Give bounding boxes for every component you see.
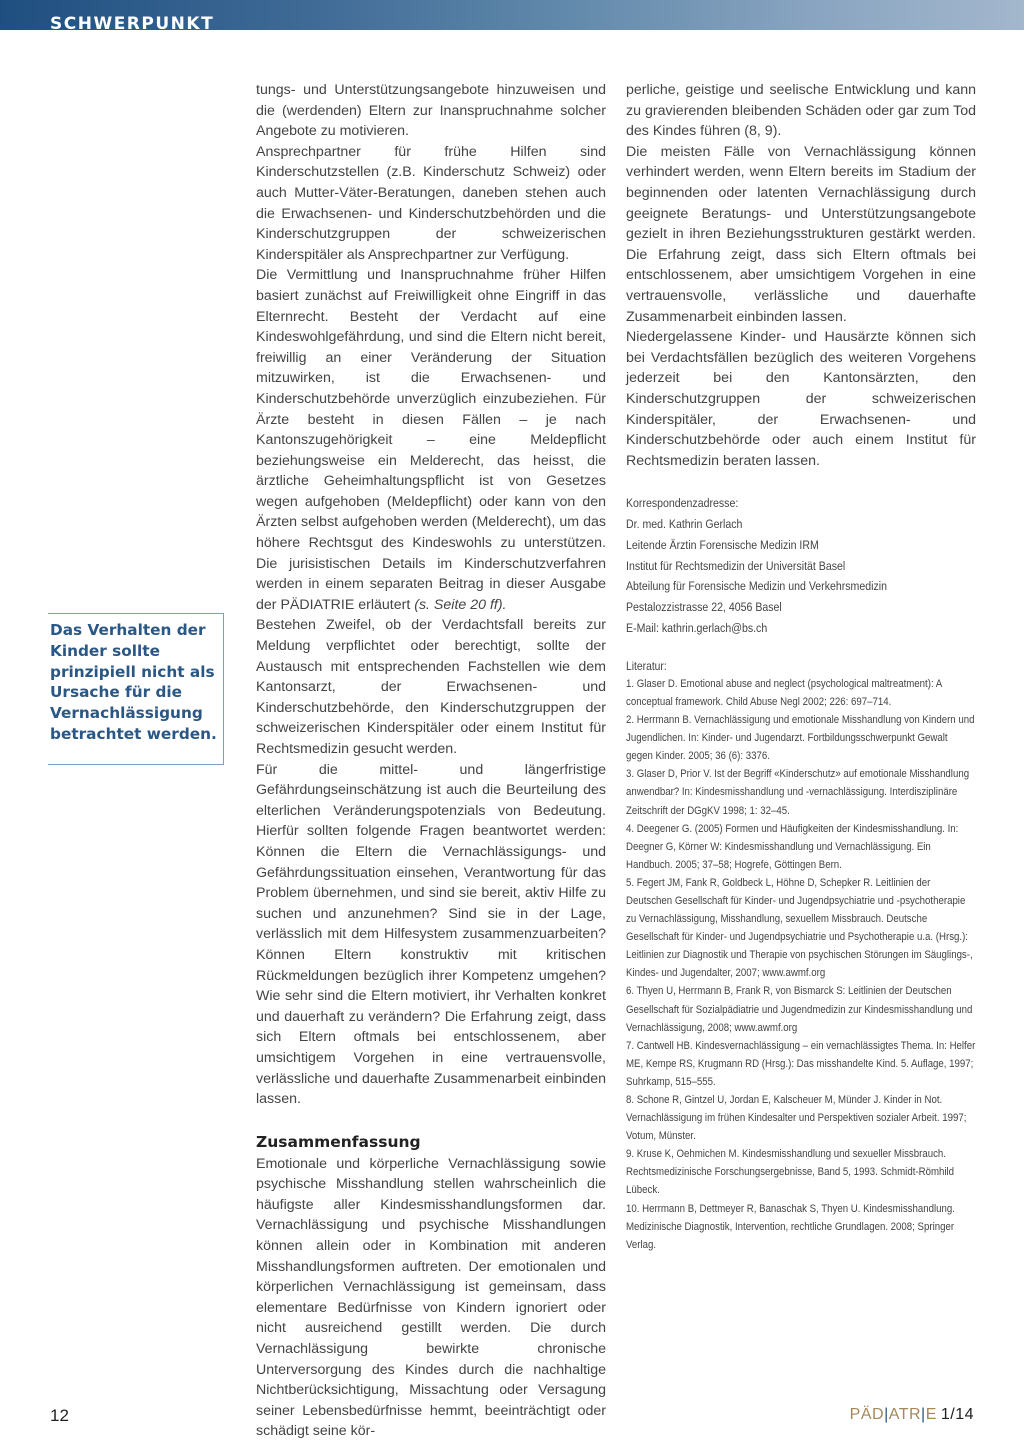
contact-department: Abteilung für Forensische Medizin und Verkehrsmedizin [626, 579, 887, 594]
reference-item: 6. Thyen U, Herrmann B, Frank R, von Bismarck S: Leitlinien der Deutschen Gesellschaft für Sozialpädiatrie und Jugendmedizin zur Kindesmisshandlung und Vernachlässigung, 2008; www.awmf.org [626, 985, 973, 1034]
pull-quote-box [48, 613, 224, 765]
contact-street: Pestalozzistrasse 22, 4056 Basel [626, 600, 782, 615]
references-list [626, 657, 976, 1254]
brand-separator: | [921, 1406, 926, 1423]
references-title: Literatur: [626, 658, 667, 673]
body-paragraph: Für die mittel- und längerfristige Gefährdungseinschätzung ist auch die Beurteilung des elterlichen Veränderungspotenzials von Bedeutung. Hierfür sollten folgende Fragen beantwortet werden: Können die Eltern die Vernachlässigungs- und Gefährdungssituation einsehen, Verantwortung für das Problem übernehmen, und sind sie bereit, aktiv Hilfe zu suchen und anzunehmen? Sind sie in der Lage, verlässlich mit dem Hilfesystem zusammenzuarbeiten? Können Eltern konstruktiv mit kritischen Rückmeldungen bezüglich ihrer Kompetenz umgehen? Wie sehr sind die Eltern motiviert, ihr Verhalten konkret und dauerhaft zu verändern? Die Erfahrung zeigt, dass sich Eltern oftmals bei entschlossenem, aber umsichtigem Vorgehen in eine vertrauensvolle, verlässliche und dauerhafte Zusammenarbeit einbinden lassen. [256, 761, 606, 1108]
body-paragraph: Niedergelassene Kinder- und Hausärzte können sich bei Verdachtsfällen bezüglich des weiteren Vorgehens jederzeit bei den Kantonsärzten, den Kinderschutzgruppen der schweizerischen Kinderspitäler, der Erwachsenen- und Kinderschutzbehörde oder auch einem Institut für Rechtsmedizin beraten lassen. [626, 329, 976, 469]
issue-number: 1/14 [940, 1406, 974, 1423]
body-paragraph: Ansprechpartner für frühe Hilfen sind Kinderschutzstellen (z.B. Kinderschutz Schweiz) oder auch Mutter-Väter-Beratungen, daneben stehen auch die Erwachsenen- und Kinderschutzbehörden und die Kinderschutzgruppen der schweizerischen Kinderspitäler als Ansprechpartner zur Verfügung. [256, 143, 606, 263]
brand-part: E [925, 1406, 937, 1423]
brand-separator: | [884, 1406, 889, 1423]
middle-column [256, 80, 606, 1442]
page-reference: (s. Seite 20 ff). [414, 596, 507, 613]
reference-item: 1. Glaser D. Emotional abuse and neglect (psychological maltreatment): A conceptual framework. Child Abuse Negl 2002; 226: 697–714. [626, 677, 942, 708]
body-paragraph: Bestehen Zweifel, ob der Verdachtsfall bereits zur Meldung verpflichtet oder berechtigt, sollte der Austausch mit entsprechenden Fachstellen wie dem Kantonsarzt, der Erwachsenen- und Kinderschutzbehörde, den Kinderschutzgruppen der schweizerischen Kinderspitäler oder einem Institut für Rechtsmedizin gesucht werden. [256, 617, 606, 757]
reference-item: 7. Cantwell HB. Kindesvernachlässigung – ein vernachlässigtes Thema. In: Helfer ME, Kempe RS, Krugmann RD (Hrsg.): Das misshandelte Kind. 5. Auflage, 1997; Suhrkamp, 515–555. [626, 1039, 976, 1088]
reference-item: 9. Kruse K, Oehmichen M. Kindesmisshandlung und sexueller Missbrauch. Rechtsmedizinische Forschungsergebnisse, Band 5, 1993. Schmidt-Römhild Lübeck. [626, 1148, 955, 1197]
body-text: Die Vermittlung und Inanspruchnahme früher Hilfen basiert zunächst auf Freiwilligkeit ohne Eingriff in das Elternrecht. Besteht der Verdacht auf eine Kindeswohlgefährdung, und sind die Eltern nicht bereit, freiwillig an einer Veränderung der Situation mitzuwirken, ist die Erwachsenen- und Kinderschutzbehörde unverzüglich einzubeziehen. Für Ärzte besteht in diesen Fällen – je nach Kantonszugehörigkeit – eine Meldepflicht beziehungsweise ein Melderecht, das heisst, die ärztliche Geheimhaltungspflicht ist von Gesetzes wegen aufgehoben (Meldepflicht) oder kann von den Ärzten selbst aufgehoben werden (Melderecht), um das höhere Rechtsgut des Kindeswohls zu unterstützen. Die jurisistischen Details im Kinderschutzverfahren werden in einem separaten Beitrag in dieser Ausgabe der PÄDIATRIE erläutert [256, 267, 606, 613]
section-label: SCHWERPUNKT [50, 14, 215, 30]
contact-name: Dr. med. Kathrin Gerlach [626, 517, 743, 532]
contact-institute: Institut für Rechtsmedizin der Universität Basel [626, 558, 846, 573]
brand-part: ATR [888, 1406, 922, 1423]
reference-item: 5. Fegert JM, Fank R, Goldbeck L, Höhne D, Schepker R. Leitlinien der Deutschen Gesellschaft für Kinder- und Jugendpsychiatrie und -psychotherapie zu Vernachlässigung, Misshandlung, sexuellem Missbrauch. Deutsche Gesellschaft für Kinder- und Jugendpsychiatrie und Psychotherapie u.a. (Hrsg.): Leitlinien zur Diagnostik und Therapie von psychischen Störungen im Säuglings-, Kindes- und Jugendalter, 2007; www.awmf.org [626, 876, 973, 980]
body-paragraph: perliche, geistige und seelische Entwicklung und kann zu gravierenden bleibenden Schäden oder gar zum Tod des Kindes führen (8, 9). [626, 82, 976, 140]
contact-position: Leitende Ärztin Forensische Medizin IRM [626, 537, 819, 552]
reference-item: 8. Schone R, Gintzel U, Jordan E, Kalscheuer M, Münder J. Kinder in Not. Vernachlässigung im frühen Kindesalter und Perspektiven sozialer Arbeit. 1997; Votum, Münster. [626, 1094, 967, 1143]
summary-paragraph: Emotionale und körperliche Vernachlässigung sowie psychische Misshandlung stellen wahrscheinlich die häufigste aller Kindesmisshandlungsformen dar. Vernachlässigung und psychische Misshandlungen können allein oder in Kombination mit anderen Misshandlungsformen auftreten. Der emotionalen und körperlichen Vernachlässigung ist gemeinsam, dass elementare Bedürfnisse von Kindern ignoriert oder nicht ausreichend gestillt werden. Die durch Vernachlässigung bewirkte chronische Unterversorgung des Kindes durch die nachhaltige Nichtberücksichtigung, Missachtung oder Versagung seiner Lebensbedürfnisse hemmt, beeinträchtigt oder schädigt seine kör- [256, 1155, 606, 1440]
brand-part: PÄD [849, 1406, 885, 1423]
contact-email[interactable]: E-Mail: kathrin.gerlach@bs.ch [626, 621, 768, 636]
contact-label: Korrespondenzadresse: [626, 496, 739, 511]
reference-item: 3. Glaser D, Prior V. Ist der Begriff «Kinderschutz» auf emotionale Misshandlung anwendbar? In: Kindesmisshandlung und -vernachlässigung. Interdisziplinäre Zeitschrift der DGgKV 1998; 1: 32–45. [626, 768, 970, 817]
page-number: 12 [50, 1406, 69, 1425]
summary-heading: Zusammenfassung [256, 1132, 421, 1151]
right-column [626, 80, 976, 1254]
body-paragraph [256, 265, 606, 615]
journal-brand [850, 1406, 974, 1424]
reference-item: 2. Herrmann B. Vernachlässigung und emotionale Misshandlung von Kindern und Jugendlichen. In: Kinder- und Jugendarzt. Fortbildungsschwerpunkt Gewalt gegen Kinder. 2005; 36 (6): 3376. [626, 714, 975, 763]
reference-item: 10. Herrmann B, Dettmeyer R, Banaschak S, Thyen U. Kindesmisshandlung. Medizinische Diagnostik, Intervention, rechtliche Grundlagen. 2008; Springer Verlag. [626, 1202, 955, 1251]
body-paragraph: tungs- und Unterstützungsangebote hinzuweisen und die (werdenden) Eltern zur Inanspruchnahme solcher Angebote zu motivieren. [256, 82, 606, 140]
reference-item: 4. Deegener G. (2005) Formen und Häufigkeiten der Kindesmisshandlung. In: Deegner G, Körner W: Kindesmisshandlung und Vernachlässigung. Ein Handbuch. 2005; 37–58; Hogrefe, Göttingen Bern. [626, 822, 959, 871]
correspondence-address [626, 493, 976, 639]
section-header-bar [0, 0, 1024, 30]
body-paragraph: Die meisten Fälle von Vernachlässigung können verhindert werden, wenn Eltern bereits im Stadium der beginnenden oder latenten Vernachlässigung durch geeignete Beratungs- und Unterstützungsangebote gezielt in ihren Beziehungsstrukturen gestärkt werden. Die Erfahrung zeigt, dass sich Eltern oftmals bei entschlossenem, aber umsichtigem Vorgehen in eine vertrauensvolle, verlässliche und dauerhafte Zusammenarbeit einbinden lassen. [626, 143, 976, 325]
pull-quote-text: Das Verhalten der Kinder sollte prinzipiell nicht als Ursache für die Vernachlässigung betrachtet werden. [50, 621, 217, 743]
